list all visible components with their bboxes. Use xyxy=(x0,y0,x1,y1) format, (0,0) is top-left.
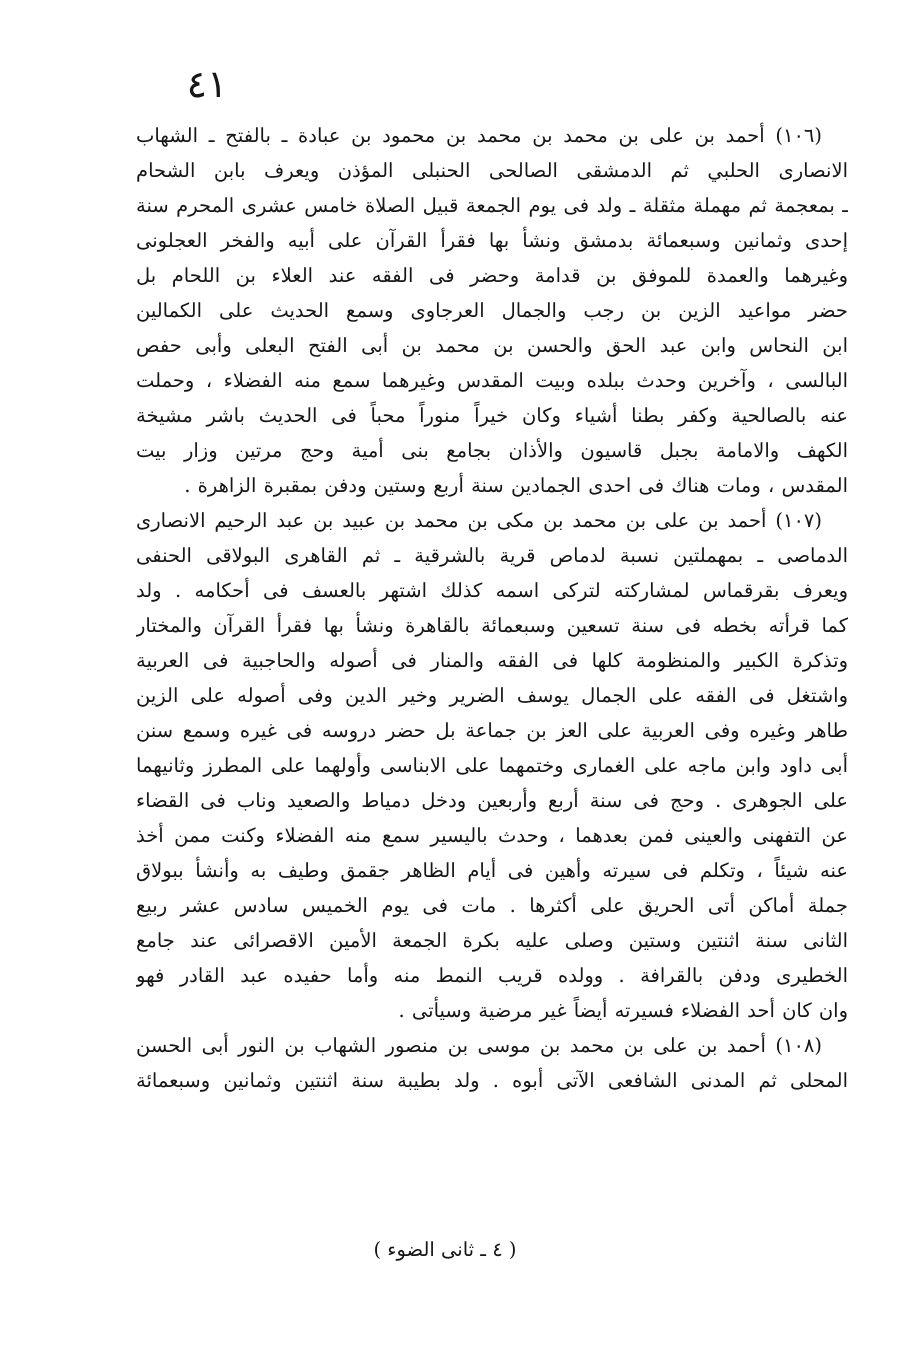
text-line: (١٠٨) أحمد بن على بن محمد بن موسى بن منصور الشهاب بن النور أبى الحسن xyxy=(136,1034,822,1057)
text-line: طاهر وغيره وفى العربية على العز بن جماعة بل حضر دروسه فى غيره وسمع سنن xyxy=(136,719,848,742)
text-line: ـ بمعجمة ثم مهملة مثقلة ـ ولد فى يوم الجمعة قبيل الصلاة خامس عشرى المحرم سنة xyxy=(136,194,848,217)
text-line: عنه بالصالحية وكفر بطنا أشياء وكان خيراً منوراً محباً فى الحديث باشر مشيخة xyxy=(136,404,848,427)
text-line: (١٠٦) أحمد بن على بن محمد بن محمد بن محمود بن عبادة ـ بالفتح ـ الشهاب xyxy=(136,124,822,147)
text-line: المحلى ثم المدنى الشافعى الآتى أبوه . ولد بطيبة سنة اثنتين وثمانين وسبعمائة xyxy=(136,1069,848,1092)
text-line: عن التفهنى والعينى فمن بعدهما ، وحدث باليسير سمع منه الفضلاء وكنت ممن أخذ xyxy=(136,824,848,847)
text-line: ويعرف بقرقماس لمشاركته لتركى اسمه كذلك اشتهر بالعسف فى أحكامه . ولد xyxy=(136,579,848,602)
text-line: المقدس ، ومات هناك فى احدى الجمادين سنة أربع وستين ودفن بمقبرة الزاهرة . xyxy=(184,474,848,497)
text-line: ابن النحاس وابن عبد الحق والحسن بن محمد بن أبى الفتح البعلى وأبى حفص xyxy=(136,334,848,357)
page-number: ٤١ xyxy=(186,62,228,106)
text-line: (١٠٧) أحمد بن على بن محمد بن مكى بن محمد بن عبيد بن عبد الرحيم الانصارى xyxy=(136,509,822,532)
biography-text xyxy=(136,118,848,1098)
text-line: البالسى ، وآخرين وحدث ببلده وبيت المقدس وغيرهما سمع منه الفضلاء ، وحملت xyxy=(136,369,848,392)
text-line: الكهف والامامة بجبل قاسيون والأذان بجامع بنى أمية وحج مرتين وزار بيت xyxy=(136,439,848,462)
text-line: جملة أماكن أتى الحريق على أكثرها . مات فى يوم الخميس سادس عشر ربيع xyxy=(136,894,848,917)
text-line: الدماصى ـ بمهملتين نسبة لدماص قرية بالشرقية ـ ثم القاهرى البولاقى الحنفى xyxy=(136,544,848,567)
text-line: الخطيرى ودفن بالقرافة . وولده قريب النمط منه وأما حفيده عبد القادر فهو xyxy=(136,964,848,987)
text-line: الانصارى الحلبي ثم الدمشقى الصالحى الحنبلى المؤذن ويعرف بابن الشحام xyxy=(136,159,848,182)
text-line: أبى داود وابن ماجه على الغمارى وختمهما على الابناسى وأولهما على المطرز وثانيهما xyxy=(136,754,848,777)
text-line: إحدى وثمانين وسبعمائة بدمشق ونشأ بها فقرأ القرآن على أبيه والفخر العجلونى xyxy=(136,229,848,252)
text-line: على الجوهرى . وحج فى سنة أربع وأربعين ودخل دمياط والصعيد وناب فى القضاء xyxy=(136,789,848,812)
text-line: وتذكرة الكبير والمنظومة كلها فى الفقه والمنار فى أصوله والحاجبية فى العربية xyxy=(136,649,848,672)
page-footer: ( ٤ ـ ثانى الضوء ) xyxy=(373,1238,517,1261)
text-line: وغيرهما والعمدة للموفق بن قدامة وحضر فى الفقه عند العلاء بن اللحام بل xyxy=(136,264,848,287)
text-line: واشتغل فى الفقه على الجمال يوسف الضرير وخير الدين وفى أصوله على الزين xyxy=(136,684,848,707)
text-line: حضر مواعيد الزين بن رجب والجمال العرجاوى وسمع الحديث على الكمالين xyxy=(136,299,848,322)
text-line: كما قرأته بخطه فى سنة تسعين وسبعمائة بالقاهرة ونشأ بها فقرأ القرآن والمختار xyxy=(136,614,848,637)
text-line: وان كان أحد الفضلاء فسيرته أيضاً غير مرضية وسيأتى . xyxy=(398,999,848,1022)
text-line: الثانى سنة اثنتين وستين وصلى عليه بكرة الجمعة الأمين الاقصرائى عند جامع xyxy=(136,929,848,952)
text-line: عنه شيئاً ، وتكلم فى سيرته وأهين فى أيام الظاهر جقمق وطيف به وأنشأ ببولاق xyxy=(136,859,848,882)
